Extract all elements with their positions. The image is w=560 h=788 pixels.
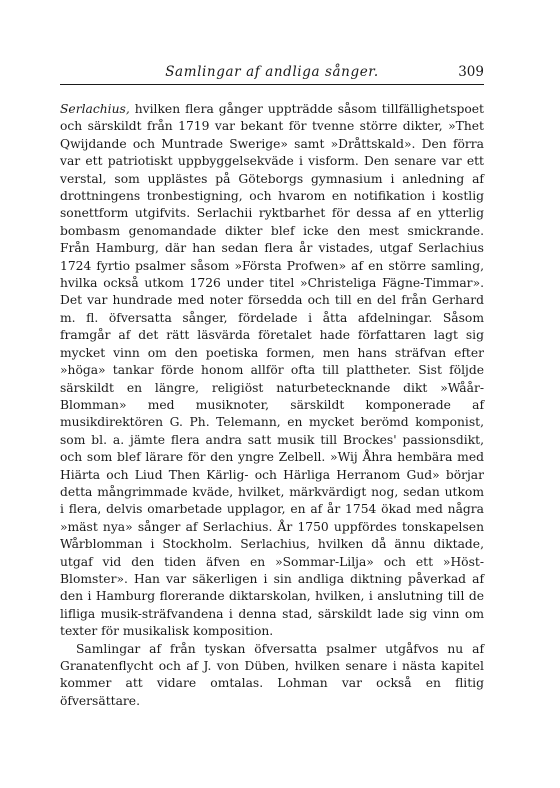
- paragraph-2: Samlingar af från tyskan öfversatta psalmer utgåfvos nu af Granatenflycht och af J. von Düben, hvilken senare i nästa kapitel kommer att vidare omtalas. Lohman var också en flitig öfversättare.: [60, 641, 484, 708]
- book-page: [60, 62, 484, 710]
- body-text: [60, 101, 484, 710]
- header-rule: [60, 84, 484, 85]
- paragraph-1-lead-name: Serlachius,: [60, 102, 130, 116]
- paragraph-1: [60, 101, 484, 641]
- page-number: 309: [458, 64, 484, 80]
- paragraph-1-text: hvilken flera gånger uppträdde såsom tillfällighetspoet och särskildt från 1719 var bekant för tvenne större dikter, »Thet Qwijdande och Muntrade Swerige» samt »Dråttskald». Den förra var ett patriotiskt uppbyggelsekväde i visform. Den senare var ett verstal, som upplästes på Göteborgs gymnasium i anledning af drottningens tronbestigning, och hvarom en notifikation i kostlig sonettform utgifvits. Serlachii ryktbarhet för dessa af en ytterlig bombasm genomandade dikter blef icke den mest smickrande. Från Hamburg, där han sedan flera år vistades, utgaf Serlachius 1724 fyrtio psalmer såsom »Första Profwen» af en större samling, hvilka också utkom 1726 under titel »Christeliga Fägne-Timmar». Det var hundrade med noter försedda och till en del från Gerhard m. fl. öfversatta sånger, fördelade i åtta afdelningar. Såsom framgår af det rätt läsvärda företalet hade författaren lagt sig mycket vinn om den poetiska formen, men hans sträfvan efter »höga» tankar förde honom allför ofta till plattheter. Sist följde särskildt en längre, religiöst naturbetecknande dikt »Wåår-Blomman» med musiknoter, särskildt komponerade af musikdirektören G. Ph. Telemann, en mycket berömd komponist, som bl. a. jämte flera andra satt musik till Brockes' passionsdikt, och som blef lärare för den yngre Zelbell. »Wij Åhra hembära med Hiärta och Liud Then Kärlig- och Härliga Herranom Gud» börjar detta mångrimmade kväde, hvilket, märkvärdigt nog, sedan utkom i flera, delvis omarbetade upplagor, en af år 1754 ökad med några »mäst nya» sånger af Serlachius. År 1750 uppfördes tonskapelsen Wårblomman i Stockholm. Serlachius, hvilken då ännu diktade, utgaf vid den tiden äfven en »Sommar-Lilja» och ett »Höst-Blomster». Han var säkerligen i sin andliga diktning påverkad af den i Hamburg florerande diktarskolan, hvilken, i anslutning till de lifliga musik-sträfvandena i denna stad, särskildt lade sig vinn om texter för musikalisk komposition.: [60, 102, 484, 639]
- running-title: Samlingar af andliga sånger.: [165, 64, 379, 80]
- running-head: [60, 62, 484, 84]
